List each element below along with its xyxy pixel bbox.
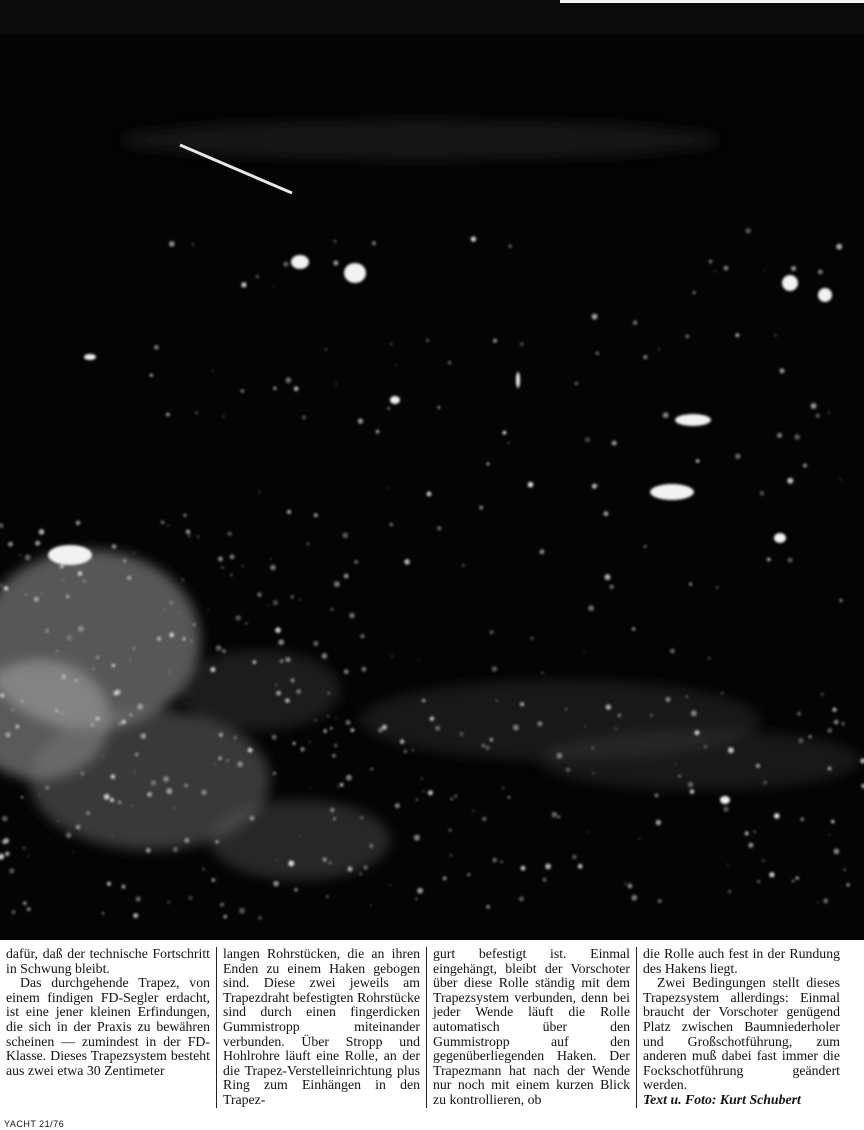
- paragraph: dafür, daß der technische Fortschritt in Schwung bleibt.: [6, 946, 210, 976]
- text-column-4: [636, 947, 846, 1108]
- text-column-1: [6, 947, 216, 1078]
- paragraph: die Rolle auch fest in der Rundung des Hakens liegt.: [643, 946, 840, 976]
- article-text: [6, 947, 858, 1123]
- photo-credit: Text u. Foto: Kurt Schubert: [643, 1091, 801, 1107]
- paragraph: Das durchgehende Trapez, von einem findigen FD-Segler erdacht, ist eine jener kleinen Erfindungen, die sich in der Praxis zu bewähren scheinen — zumindest in der FD-Klasse. Dieses Trapezsystem besteht aus zwei etwa 30 Zentimeter: [6, 975, 210, 1078]
- page-folio: YACHT 21/76: [4, 1119, 65, 1129]
- paragraph: langen Rohrstücken, die an ihren Enden zu einem Haken gebogen sind. Diese zwei jeweils am Trapezdraht befestigten Rohrstücke sind durch einen fingerdicken Gummistropp miteinander verbunden. Über Stropp und Hohlrohre läuft eine Rolle, an der die Trapez-Verstelleinrichtung plus Ring zum Einhängen in den Trapez-: [223, 946, 420, 1107]
- text-column-2: [216, 947, 426, 1108]
- paragraph: gurt befestigt ist. Einmal eingehängt, bleibt der Vorschoter über diese Rolle ständig mit dem Trapezsystem verbunden, denn bei jeder Wende läuft die Rolle automatisch über den Gummistropp auf den gegenüberliegenden Haken. Der Trapezmann hat nach der Wende nur noch mit einem kurzen Blick zu kontrollieren, ob: [433, 946, 630, 1107]
- paragraph: Zwei Bedingungen stellt dieses Trapezsystem allerdings: Einmal braucht der Vorschoter genügend Platz zwischen Baumniederholer und Großschotführung, zum anderen muß dabei fast immer die Fockschotführung geändert werden.: [643, 975, 840, 1093]
- text-column-3: [426, 947, 636, 1108]
